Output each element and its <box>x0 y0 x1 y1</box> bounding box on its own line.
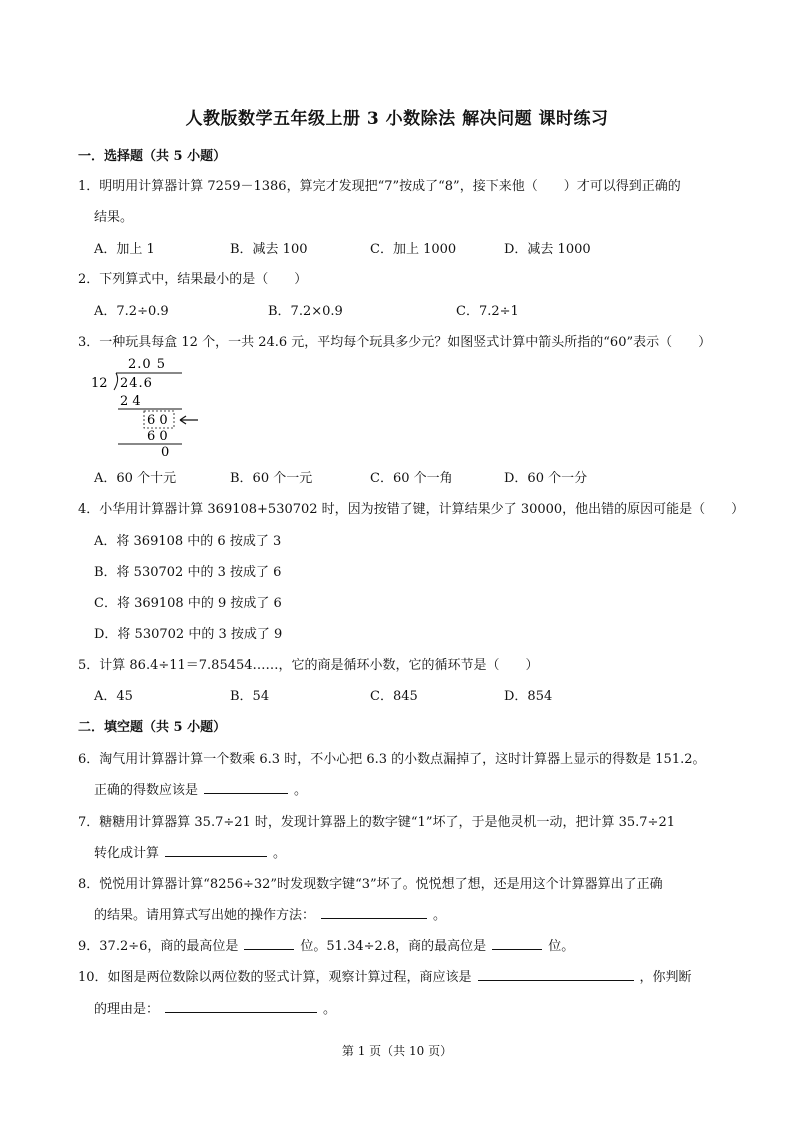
question-3-option-c: C．60 个一角 <box>370 471 453 486</box>
question-1-text-cont: 结果。 <box>94 210 134 225</box>
arrow-icon <box>180 416 198 424</box>
question-10-prompt: 10．如图是两位数除以两位数的竖式计算，观察计算过程，商应该是 <box>78 970 472 985</box>
division-step-1: 2 4 <box>120 394 141 409</box>
question-1-option-b: B．减去 100 <box>230 242 308 257</box>
question-7-answer-blank[interactable] <box>165 844 267 857</box>
question-7-text-cont <box>94 842 286 861</box>
question-9-part-1: 9．37.2÷6，商的最高位是 <box>78 939 239 954</box>
question-6-end: 。 <box>294 783 308 798</box>
division-step-2: 6 0 <box>147 413 168 428</box>
question-8-text: 8．悦悦用计算器计算“8256÷32”时发现数字键“3”坏了。悦悦想了想，还是用这个计算器算出了正确 <box>78 877 663 892</box>
question-5-option-d: D．854 <box>504 689 553 704</box>
question-8-prompt: 的结果。请用算式写出她的操作方法： <box>94 908 316 923</box>
question-2-text: 2．下列算式中，结果最小的是（ ） <box>78 272 308 287</box>
question-3-option-b: B．60 个一元 <box>230 471 313 486</box>
question-9-part-3: 位。 <box>548 939 575 954</box>
question-6-text: 6．淘气用计算器计算一个数乘 6.3 时，不小心把 6.3 的小数点漏掉了，这时计算器上显示的得数是 151.2。 <box>78 752 706 767</box>
question-5-option-c: C．845 <box>370 689 418 704</box>
division-bracket <box>114 373 118 390</box>
question-4-option-c: C．将 369108 中的 9 按成了 6 <box>94 596 282 611</box>
question-10-answer-blank-2[interactable] <box>165 1000 317 1013</box>
question-7-end: 。 <box>273 846 287 861</box>
question-2-option-b: B．7.2×0.9 <box>268 304 343 319</box>
division-dividend: 24.6 <box>120 376 153 391</box>
question-8-end: 。 <box>433 908 447 923</box>
question-8-answer-blank[interactable] <box>321 906 427 919</box>
question-4-option-d: D．将 530702 中的 3 按成了 9 <box>94 627 283 642</box>
question-9-answer-blank-2[interactable] <box>492 937 542 950</box>
question-10-text-cont <box>94 998 336 1017</box>
division-divisor: 12 <box>91 376 108 391</box>
question-3-text: 3．一种玩具每盒 12 个，一共 24.6 元，平均每个玩具多少元？如图竖式计算中箭头所指的“60”表示（ ） <box>78 335 712 350</box>
question-3-option-a: A．60 个十元 <box>94 471 177 486</box>
question-5-option-a: A．45 <box>94 689 133 704</box>
question-9-answer-blank-1[interactable] <box>244 937 294 950</box>
question-8-text-cont <box>94 904 446 923</box>
question-1-option-a: A．加上 1 <box>94 242 155 257</box>
question-10-reason-prompt: 的理由是： <box>94 1002 160 1017</box>
question-10-end: 。 <box>323 1002 337 1017</box>
division-remainder: 0 <box>161 445 170 460</box>
question-1-text: 1．明明用计算器计算 7259－1386，算完才发现把“7”按成了“8”，接下来他（ ）才可以得到正确的 <box>78 179 681 194</box>
question-4-option-a: A．将 369108 中的 6 按成了 3 <box>94 534 282 549</box>
question-9-part-2: 位。51.34÷2.8，商的最高位是 <box>300 939 487 954</box>
section-fill-heading: 二．填空题（共 5 小题） <box>78 720 227 735</box>
question-1-option-c: C．加上 1000 <box>370 242 457 257</box>
question-5-text: 5．计算 86.4÷11＝7.85454……，它的商是循环小数，它的循环节是（ ） <box>78 658 539 673</box>
question-10-mid: ，你判断 <box>639 970 692 985</box>
question-4-text: 4．小华用计算器计算 369108+530702 时，因为按错了键，计算结果少了 30000，他出错的原因可能是（ ） <box>78 502 745 517</box>
question-10-answer-blank-1[interactable] <box>478 968 634 981</box>
question-9-text <box>78 935 574 954</box>
section-choice-heading: 一．选择题（共 5 小题） <box>78 149 227 164</box>
question-6-prompt: 正确的得数应该是 <box>94 783 199 798</box>
page-footer: 第 1 页（共 10 页） <box>341 1044 453 1058</box>
long-division-figure <box>88 352 218 460</box>
question-2-option-c: C．7.2÷1 <box>456 304 519 319</box>
page-title: 人教版数学五年级上册 3 小数除法 解决问题 课时练习 <box>185 109 609 129</box>
question-4-option-b: B．将 530702 中的 3 按成了 6 <box>94 565 282 580</box>
question-2-option-a: A．7.2÷0.9 <box>94 304 169 319</box>
question-6-answer-blank[interactable] <box>204 781 288 794</box>
question-6-text-cont <box>94 779 307 798</box>
question-1-option-d: D．减去 1000 <box>504 242 591 257</box>
division-quotient: 2.0 5 <box>128 357 167 372</box>
question-5-option-b: B．54 <box>230 689 270 704</box>
question-3-option-d: D．60 个一分 <box>504 471 588 486</box>
question-10-text <box>78 966 692 985</box>
question-7-text: 7．糖糖用计算器算 35.7÷21 时，发现计算器上的数字键“1”坏了，于是他灵机一动，把计算 35.7÷21 <box>78 815 675 830</box>
question-7-prompt: 转化成计算 <box>94 846 160 861</box>
division-step-3: 6 0 <box>147 429 168 444</box>
